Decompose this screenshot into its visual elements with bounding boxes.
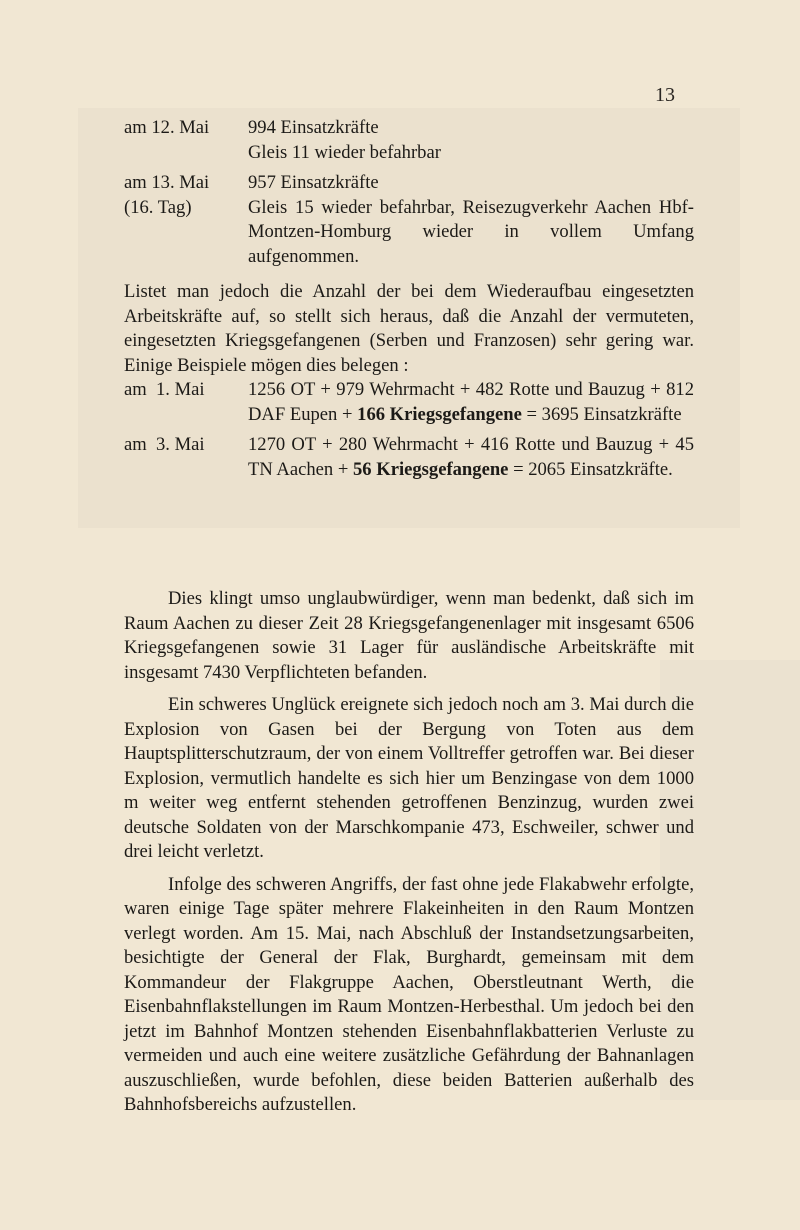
body-text: [124, 587, 694, 1126]
example-highlight: 56 Kriegsgefangene: [352, 458, 509, 480]
log-date: (16. Tag): [124, 196, 192, 218]
log-line: 994 Einsatzkräfte: [248, 117, 379, 138]
example-text: = 2065 Einsatzkräfte.: [508, 458, 673, 480]
example-highlight: 166 Kriegsgefangene: [357, 403, 522, 425]
log-line: Gleis 15 wieder befahrbar, Reisezugverkehr Aachen Hbf-Montzen-Homburg wieder in vollem Umfang aufgenommen.: [248, 196, 694, 267]
log-date: am 13. Mai: [124, 172, 210, 193]
example-text: 1256 OT + 979 Wehrmacht + 482 Rotte und Bauzug + 812 DAF Eupen +: [248, 379, 694, 425]
paragraph: Dies klingt umso unglaubwürdiger, wenn man bedenkt, daß sich im Raum Aachen zu dieser Zeit 28 Kriegsgefangenenlager mit insgesamt 6506 Kriegsgefangenen sowie 31 Lager für ausländische Arbeitskräfte mit insgesamt 7430 Verpflichteten befanden.: [124, 588, 694, 683]
log-date: am 12. Mai: [124, 117, 210, 138]
example-date: am 1. Mai: [124, 379, 205, 400]
example-text: = 3695 Einsatzkräfte: [521, 403, 682, 425]
log-entry: [124, 196, 694, 270]
example-desc: [248, 378, 694, 427]
log-entry: [124, 171, 694, 196]
paragraph: Ein schweres Unglück ereignete sich jedoch noch am 3. Mai durch die Explosion von Gasen bei der Bergung von Toten aus dem Hauptsplitterschutzraum, der von einem Volltreffer getroffen war. Bei dieser Explosion, vermutlich handelte es sich hier um Benzingase von dem 1000 m weiter weg entfernt stehenden getroffenen Benzinzug, wurden zwei deutsche Soldaten von der Marschkompanie 473, Eschweiler, schwer und drei leicht verletzt.: [124, 694, 694, 862]
example-entry: [124, 378, 694, 427]
page-number: 13: [655, 84, 675, 106]
examples-list: [124, 378, 694, 488]
paragraph: Infolge des schweren Angriffs, der fast ohne jede Flakabwehr erfolgte, waren einige Tage später mehrere Flakeinheiten in den Raum Montzen verlegt worden. Am 15. Mai, nach Abschluß der Instandsetzungsarbeiten, besichtigte der General der Flak, Burghardt, gemeinsam mit dem Kommandeur der Flakgruppe Aachen, Oberstleutnant Werth, die Eisenbahnflakstellungen im Raum Montzen-Herbesthal. Um jedoch bei den jetzt im Bahnhof Montzen stehenden Eisenbahnflakbatterien Verluste zu vermeiden und auch eine weitere zusätzliche Gefährdung der Bahnanlagen auszuschließen, wurde befohlen, diese beiden Batterien außerhalb des Bahnhofsbereichs aufzustellen.: [124, 873, 694, 1115]
log-desc: [248, 196, 694, 270]
log-entry: [124, 116, 694, 165]
log-line: Gleis 11 wieder befahrbar: [248, 141, 441, 163]
log-desc: [248, 116, 694, 165]
log-desc: [248, 171, 694, 196]
intro-paragraph: Listet man jedoch die Anzahl der bei dem Wiederaufbau eingesetzten Arbeitskräfte auf, so stellt sich heraus, daß die Anzahl der vermuteten, eingesetzten Kriegsgefangenen (Serben und Franzosen) sehr gering war. Einige Beispiele mögen dies belegen :: [124, 281, 694, 376]
example-entry: [124, 433, 694, 482]
example-text: 1270 OT + 280 Wehrmacht + 416 Rotte und Bauzug + 45 TN Aachen +: [248, 434, 694, 480]
example-desc: [248, 433, 694, 482]
log-line: 957 Einsatzkräfte: [248, 172, 379, 193]
example-date: am 3. Mai: [124, 434, 205, 455]
restoration-log: [124, 116, 694, 275]
